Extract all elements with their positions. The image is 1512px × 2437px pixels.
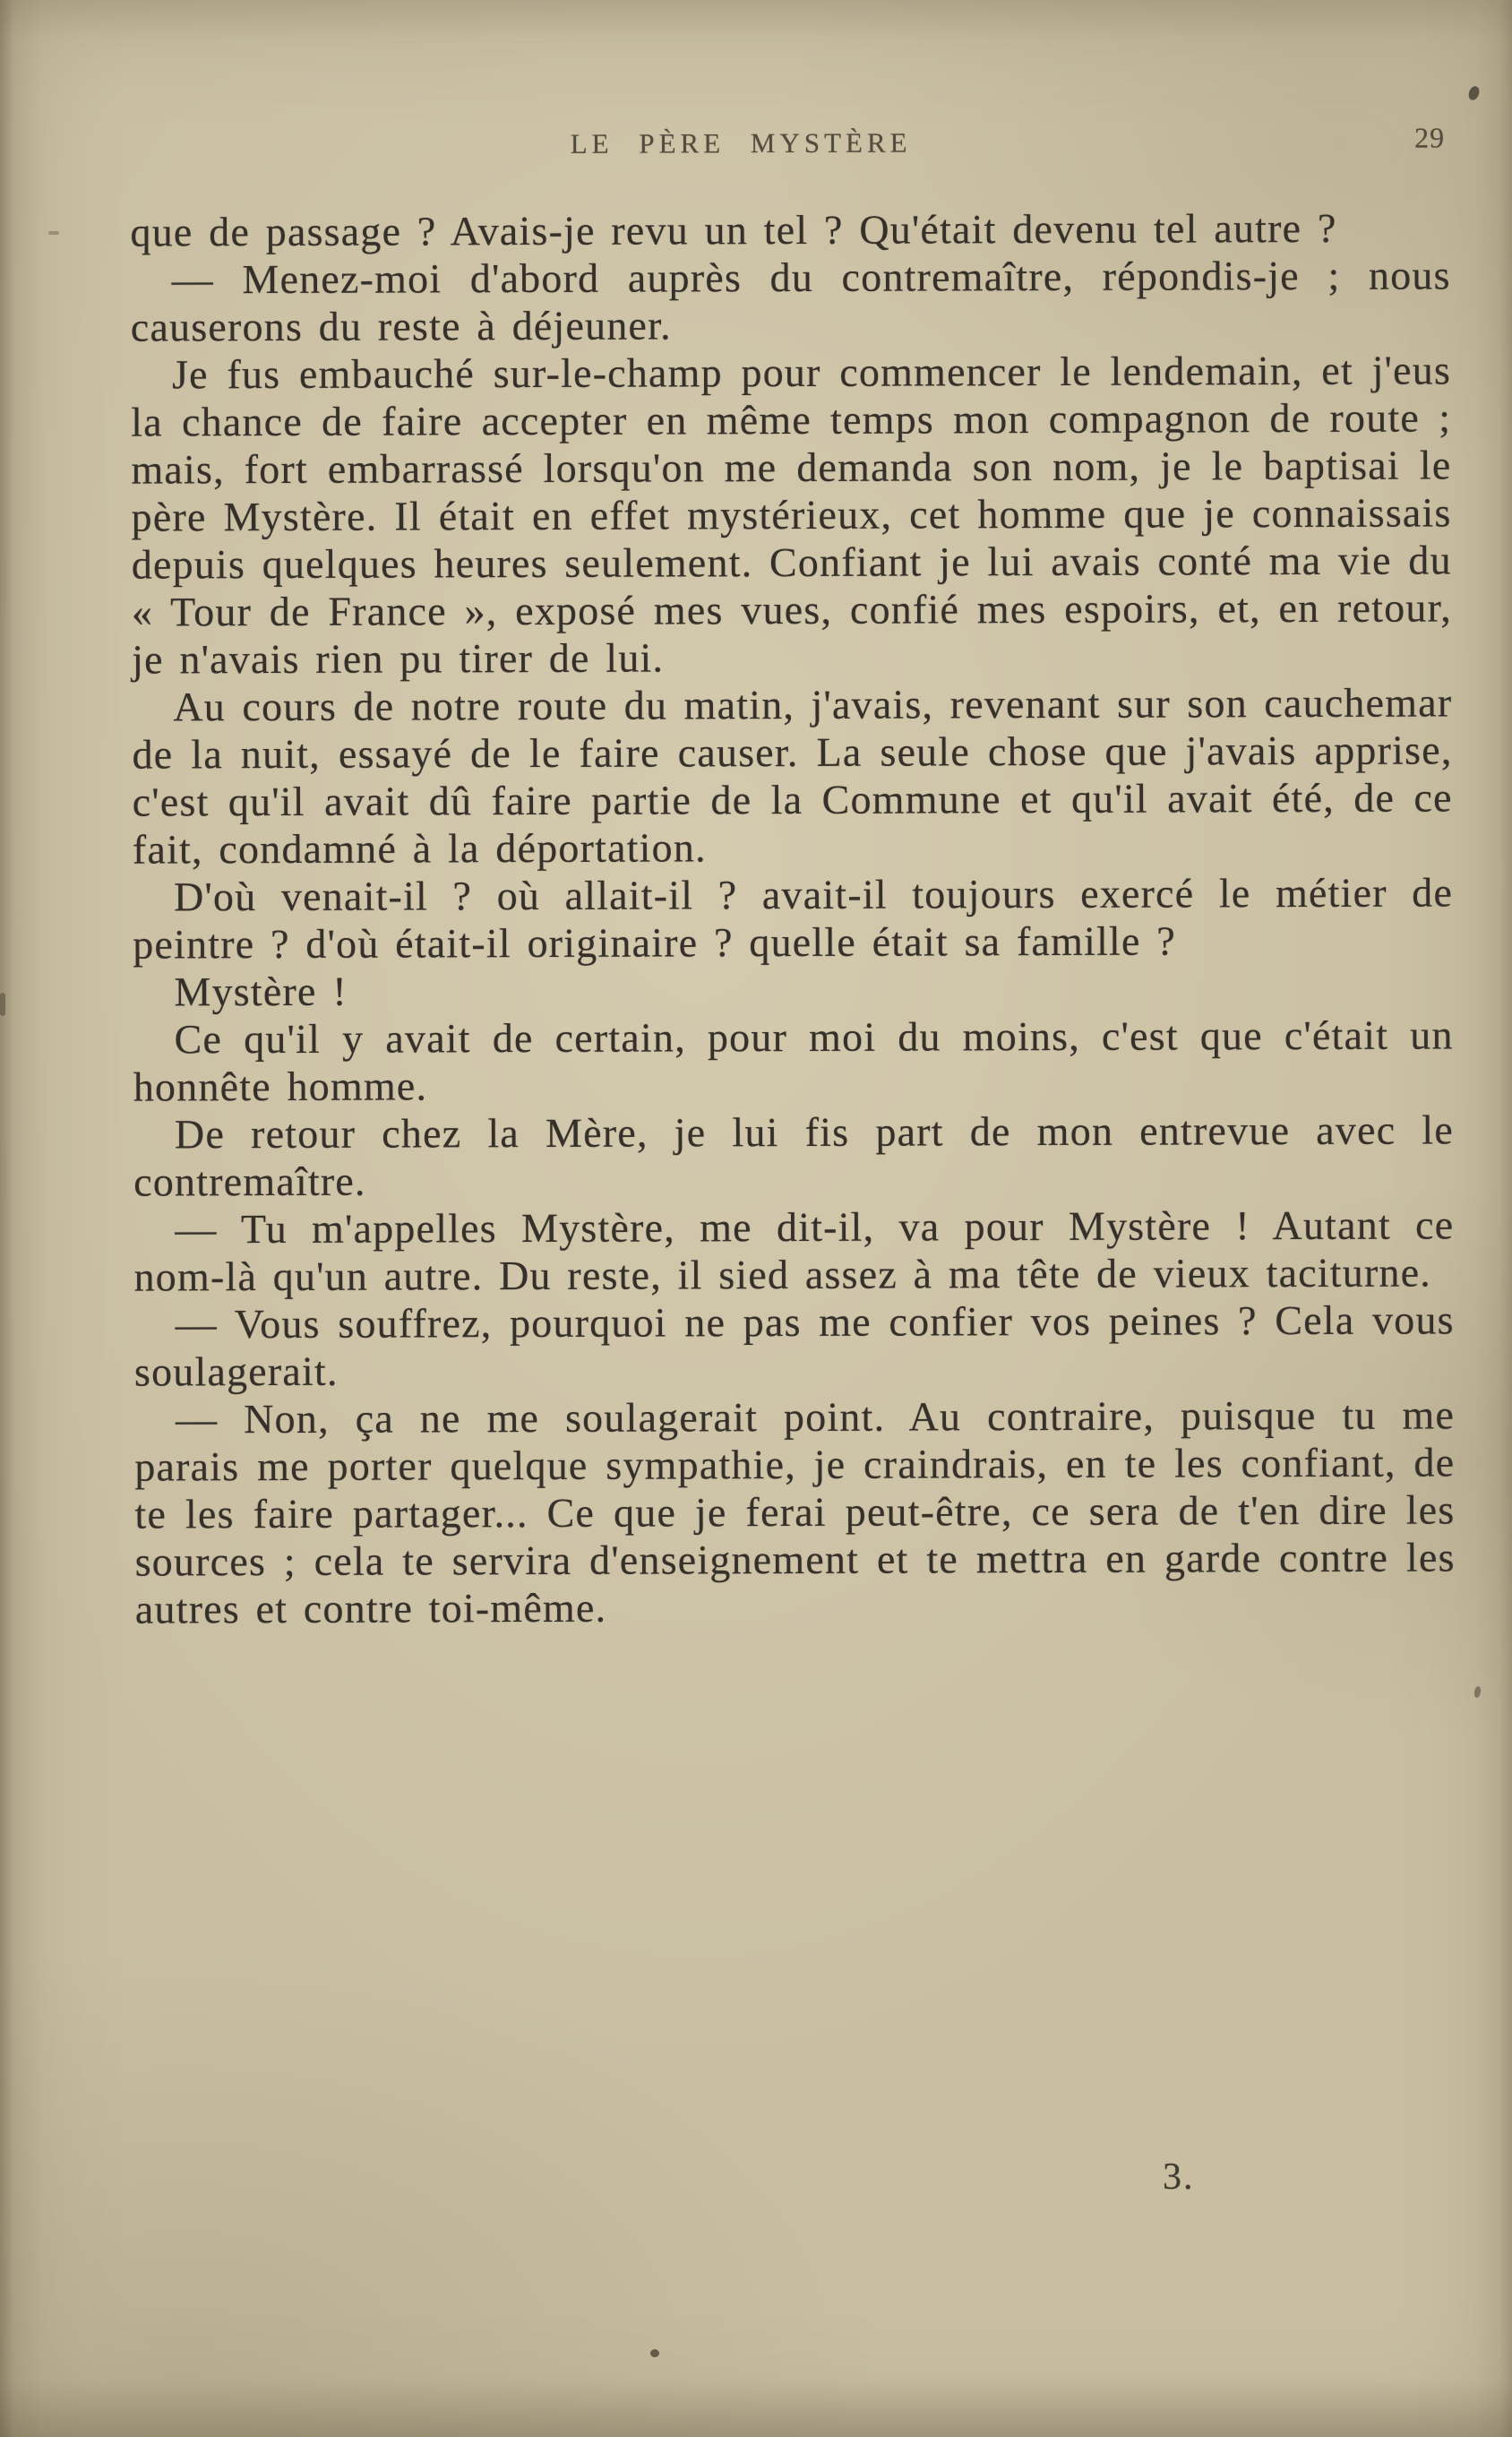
paragraph: — Menez-moi d'abord auprès du contremaître, répondis-je ; nous causerons du reste à déjeuner.	[130, 252, 1451, 350]
paper-speck	[650, 2349, 659, 2357]
paragraph: — Tu m'appelles Mystère, me dit-il, va pour Mystère ! Autant ce nom-là qu'un autre. Du reste, il sied assez à ma tête de vieux taciturne.	[133, 1201, 1455, 1300]
paragraph: Je fus embauché sur-le-champ pour commencer le lendemain, et j'eus la chance de faire accepter en même temps mon compagnon de route ; mais, fort embarrassé lorsqu'on me demanda son nom, je le baptisai le père Mystère. Il était en effet mystérieux, cet homme que je connaissais depuis quelques heures seulement. Confiant je lui avais conté ma vie du « Tour de France », exposé mes vues, confié mes espoirs, et, en retour, je n'avais rien pu tirer de lui.	[131, 347, 1453, 683]
paragraph: De retour chez la Mère, je lui fis part de mon entrevue avec le contremaître.	[133, 1107, 1455, 1205]
signature-mark: 3.	[1163, 2157, 1195, 2198]
paragraph: Ce qu'il y avait de certain, pour moi du moins, c'est que c'était un honnête homme.	[133, 1012, 1454, 1110]
page-content	[130, 121, 1456, 1632]
page-number: 29	[1414, 121, 1446, 154]
paragraph: — Non, ça ne me soulagerait point. Au contraire, puisque tu me parais me porter quelque sympathie, je craindrais, en te les confiant, de te les faire partager... Ce que je ferai peut-être, ce sera de t'en dire les sources ; cela te servira d'enseignement et te mettra en garde contre les autres et contre toi-même.	[134, 1391, 1456, 1632]
paper-speck	[1467, 85, 1482, 102]
paragraph: Au cours de notre route du matin, j'avais, revenant sur son cauchemar de la nuit, essayé de le faire causer. La seule chose que j'avais apprise, c'est qu'il avait dû faire partie de la Commune et qu'il avait été, de ce fait, condamné à la déportation.	[132, 679, 1453, 873]
text-block	[130, 203, 1456, 1632]
paragraph: — Vous souffrez, pourquoi ne pas me confier vos peines ? Cela vous soulagerait.	[133, 1296, 1455, 1395]
paper-speck	[48, 231, 59, 235]
paragraph: Mystère !	[174, 968, 348, 1015]
paper-speck	[1473, 1685, 1482, 1698]
paragraph: D'où venait-il ? où allait-il ? avait-il toujours exercé le métier de peintre ? d'où était-il originaire ? quelle était sa famille ?	[133, 869, 1454, 968]
running-header	[130, 121, 1450, 168]
paragraph: que de passage ? Avais-je revu un tel ? Qu'était devenu tel autre ?	[130, 204, 1337, 255]
running-title: LE PÈRE MYSTÈRE	[570, 126, 912, 159]
paper-speck	[0, 993, 5, 1016]
